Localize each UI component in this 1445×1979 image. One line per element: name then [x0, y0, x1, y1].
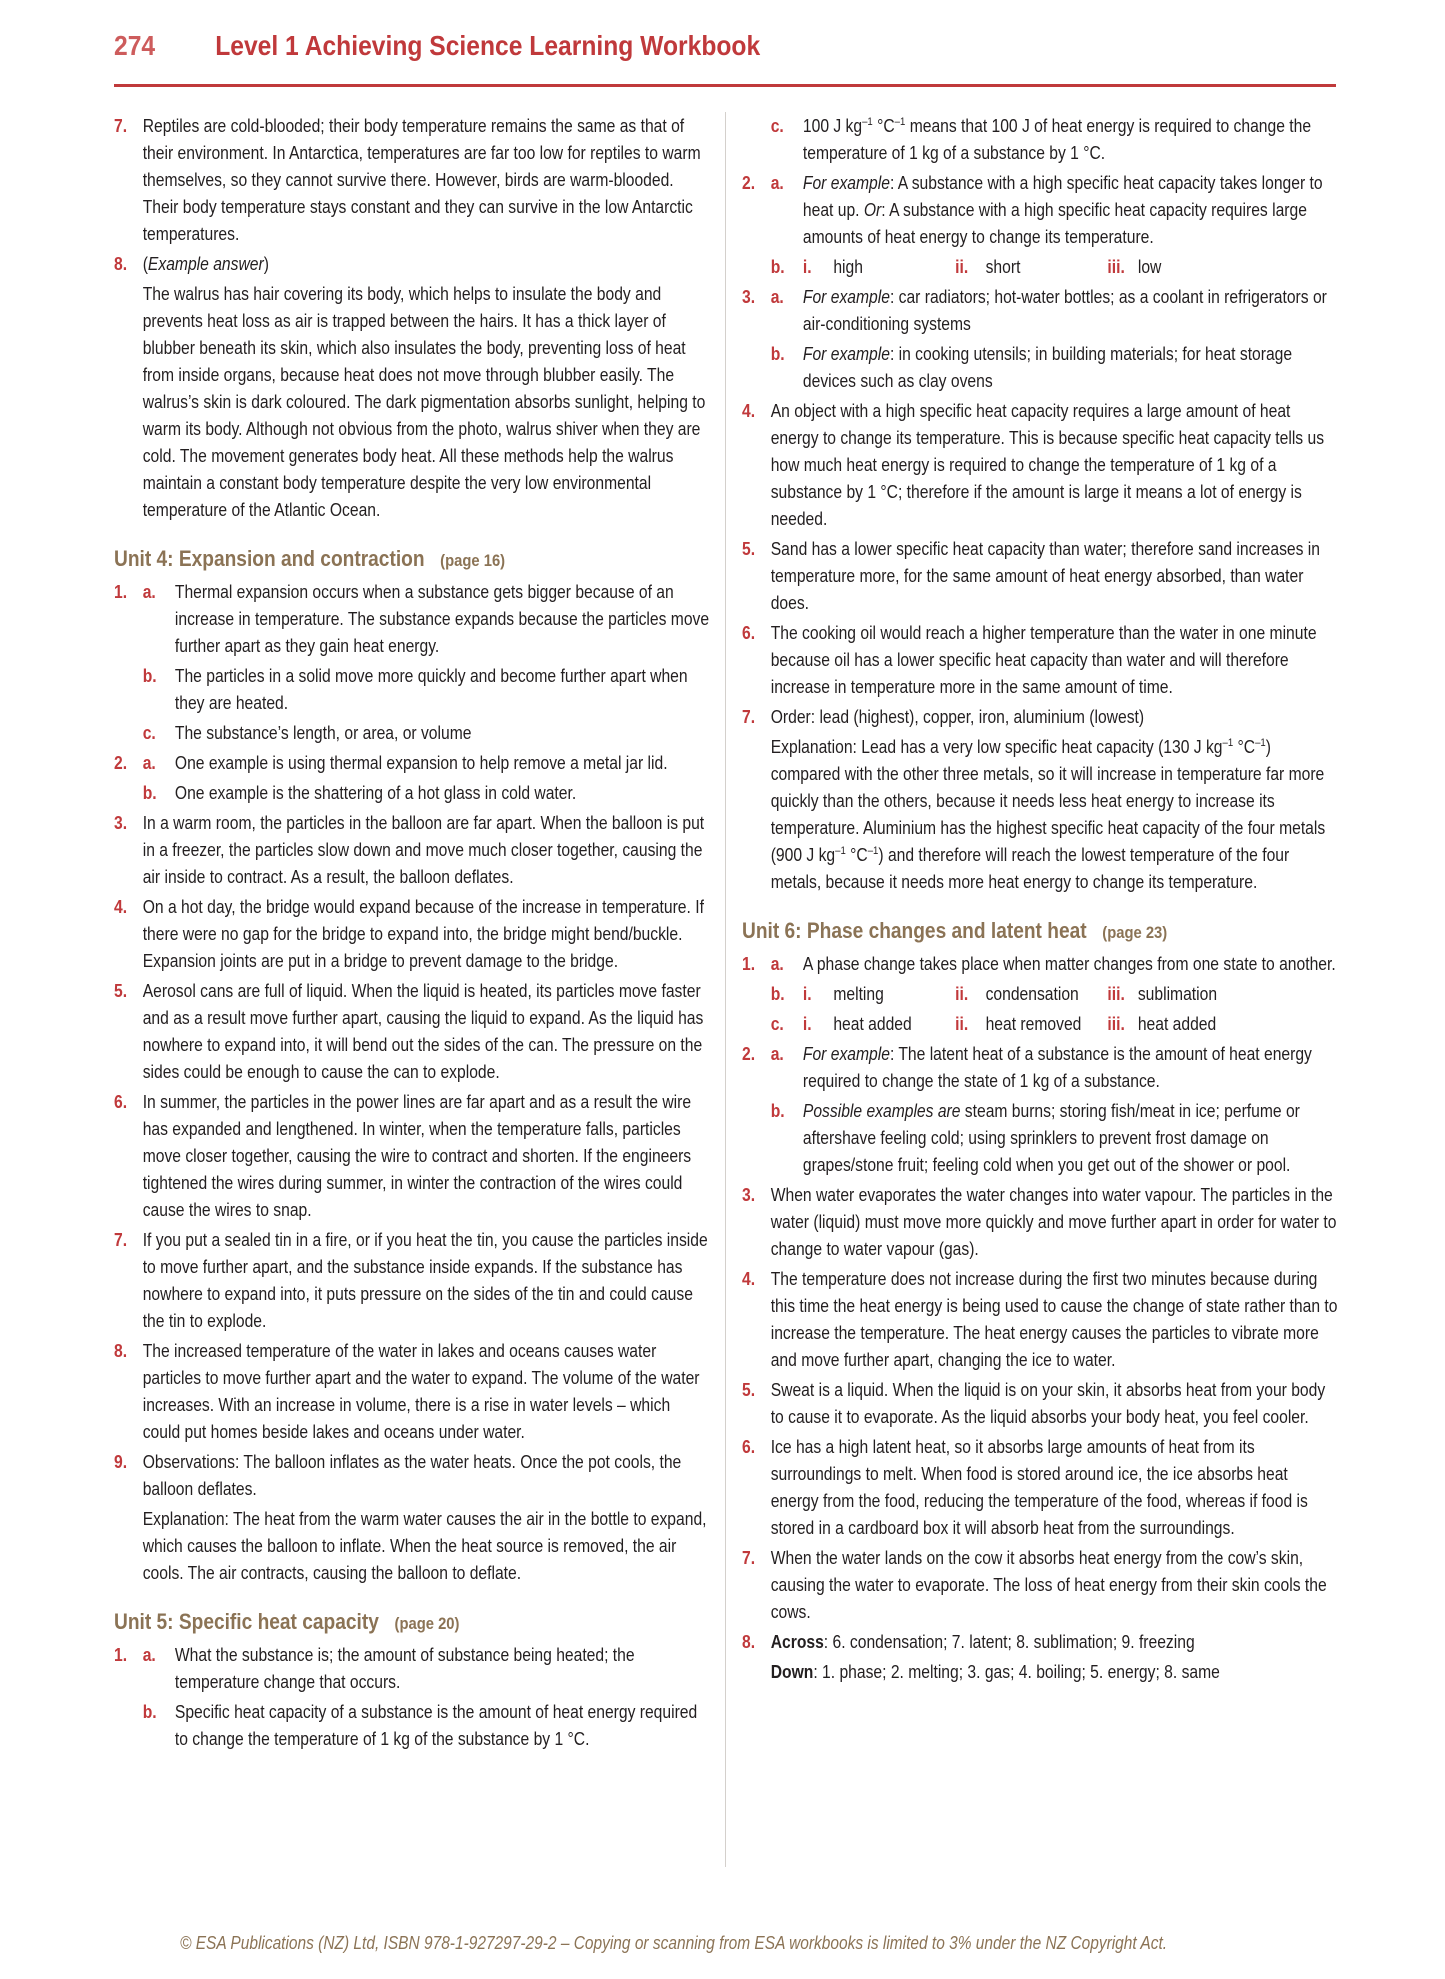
- bold-text: Across: [770, 1632, 824, 1652]
- superscript: –1: [867, 845, 879, 857]
- question-part: b.: [770, 344, 785, 364]
- question-number: [114, 663, 143, 717]
- answer-item: [742, 284, 1338, 338]
- question-number: 1.: [742, 954, 756, 974]
- answer-item: [742, 704, 1338, 731]
- answer-text: [175, 1642, 710, 1696]
- question-part: b.: [142, 1702, 157, 1722]
- option-value: low: [1137, 257, 1162, 277]
- question-number: [742, 113, 771, 167]
- text-run: Thermal expansion occurs when a substance gets bigger because of an increase in temperature. The substance expands because the particles move further apart as they gain heat energy.: [174, 582, 710, 656]
- answer-item: [114, 113, 710, 248]
- answer-continuation: [771, 1659, 1338, 1686]
- right-column: [742, 110, 1338, 1686]
- text-run: Ice has a high latent heat, so it absorbs large amounts of heat from its surroundings to melt. When food is stored around ice, the ice absorbs heat energy from the food, reducing the temperature of the food, whereas if food is stored in a cardboard box it will absorb heat from the surroundings.: [770, 1437, 1308, 1538]
- answer-option: [1107, 254, 1259, 281]
- answer-item: [114, 1642, 710, 1696]
- text-run: (: [142, 254, 148, 274]
- text-run: : in cooking utensils; in building materials; for heat storage devices such as clay ovens: [802, 344, 1293, 391]
- answer-item: [114, 251, 710, 278]
- answer-text: [771, 1629, 1338, 1656]
- answer-text: [771, 1545, 1338, 1626]
- question-part: a.: [142, 1645, 156, 1665]
- answer-text: [803, 284, 1338, 338]
- question-part: a.: [770, 954, 784, 974]
- answer-item: [114, 750, 710, 777]
- option-label: iii.: [1107, 1014, 1125, 1034]
- text-run: On a hot day, the bridge would expand because of the increase in temperature. If there were no gap for the bridge to expand into, the bridge might bend/buckle. Expansion joints are put in a bridge to prevent damage to the bridge.: [142, 897, 704, 971]
- answer-item: [114, 663, 710, 717]
- unit-page-ref: (page 23): [1102, 923, 1168, 942]
- answer-item: [742, 1098, 1338, 1179]
- text-run: Explanation: Lead has a very low specific heat capacity (130 J kg: [770, 737, 1223, 757]
- unit-title: Unit 6: Phase changes and latent heat: [742, 918, 1087, 943]
- answer-text: [771, 1266, 1338, 1374]
- question-number: 4.: [742, 401, 756, 421]
- book-title: Level 1 Achieving Science Learning Workbook: [215, 30, 761, 61]
- option-value: heat added: [833, 1014, 912, 1034]
- question-number: 8.: [114, 254, 128, 274]
- question-number: [742, 341, 771, 395]
- option-label: i.: [802, 257, 812, 277]
- answer-item: [742, 1434, 1338, 1542]
- text-run: Explanation: The heat from the warm water causes the air in the bottle to expand, which causes the balloon to inflate. When the heat source is removed, the air cools. The air contracts, causing the balloon to deflate.: [142, 1509, 707, 1583]
- option-value: condensation: [985, 984, 1079, 1004]
- text-run: Sand has a lower specific heat capacity than water; therefore sand increases in temperature more, for the same amount of heat energy absorbed, than water does.: [770, 539, 1320, 613]
- option-label: ii.: [955, 984, 969, 1004]
- text-run: The increased temperature of the water in lakes and oceans causes water particles to move further apart and the water to expand. The volume of the water increases. With an increase in volume, there is a rise in water levels – which could put homes beside lakes and oceans under water.: [142, 1341, 700, 1442]
- answer-item: [742, 1266, 1338, 1374]
- text-run: In a warm room, the particles in the balloon are far apart. When the balloon is put in a freezer, the particles slow down and move much closer together, causing the air inside to contract. As a result, the balloon deflates.: [142, 813, 705, 887]
- text-run: : The latent heat of a substance is the amount of heat energy required to change the state of 1 kg of a substance.: [802, 1044, 1312, 1091]
- text-run: A phase change takes place when matter changes from one state to another.: [802, 954, 1336, 974]
- question-part: c.: [770, 116, 784, 136]
- answer-option: [803, 981, 955, 1008]
- text-run: In summer, the particles in the power lines are far apart and as a result the wire has expanded and lengthened. In winter, when the temperature falls, particles move closer together, causing the wire to contract and shorten. If the engineers tightened the wires during summer, in winter the contraction of the wires could cause the wires to snap.: [142, 1092, 692, 1220]
- option-label: iii.: [1107, 257, 1125, 277]
- answer-item: [114, 579, 710, 660]
- option-label: ii.: [955, 257, 969, 277]
- option-value: heat added: [1137, 1014, 1217, 1034]
- answer-item: [742, 620, 1338, 701]
- question-number: 6.: [742, 623, 756, 643]
- italic-text: For example: [802, 1044, 890, 1064]
- answer-text: [143, 1449, 710, 1503]
- question-number: 2.: [742, 1044, 756, 1064]
- answer-item: [114, 978, 710, 1086]
- question-number: [742, 1098, 771, 1179]
- question-number: 9.: [114, 1452, 128, 1472]
- option-value: short: [985, 257, 1021, 277]
- answer-continuation: [143, 1506, 710, 1587]
- answer-text: [803, 981, 1338, 1008]
- question-number: 6.: [114, 1092, 128, 1112]
- question-part: c.: [770, 1014, 784, 1034]
- text-run: The substance’s length, or area, or volume: [174, 723, 472, 743]
- answer-text: [771, 1434, 1338, 1542]
- question-number: 7.: [114, 1230, 128, 1250]
- question-number: [742, 254, 771, 281]
- page-header: [114, 30, 760, 62]
- column-divider: [725, 112, 726, 1867]
- question-part: b.: [770, 1101, 785, 1121]
- text-run: One example is the shattering of a hot glass in cold water.: [174, 783, 577, 803]
- text-run: °C: [872, 116, 895, 136]
- answer-option: [1107, 981, 1259, 1008]
- unit-title: Unit 4: Expansion and contraction: [114, 546, 425, 571]
- answer-text: [143, 1089, 710, 1224]
- text-run: If you put a sealed tin in a fire, or if you heat the tin, you cause the particles inside to move further apart, and the substance inside expands. If the substance has nowhere to expand into, it puts pressure on the sides of the tin and could cause the tin to explode.: [142, 1230, 708, 1331]
- answer-text: [803, 341, 1338, 395]
- italic-text: For example: [802, 344, 890, 364]
- answer-item: [742, 1011, 1338, 1038]
- unit-heading: [114, 544, 710, 576]
- answer-item: [114, 780, 710, 807]
- question-part: a.: [770, 287, 784, 307]
- question-number: 5.: [742, 1380, 756, 1400]
- question-number: [114, 1699, 143, 1753]
- page-number: 274: [114, 30, 156, 61]
- answer-item: [742, 1629, 1338, 1656]
- answer-item: [742, 398, 1338, 533]
- answer-text: [803, 113, 1338, 167]
- question-number: [742, 981, 771, 1008]
- option-label: ii.: [955, 1014, 969, 1034]
- text-run: : 1. phase; 2. melting; 3. gas; 4. boiling; 5. energy; 8. same: [813, 1662, 1220, 1682]
- text-run: Specific heat capacity of a substance is the amount of heat energy required to change the temperature of 1 kg of the substance by 1 °C.: [174, 1702, 698, 1749]
- unit-title: Unit 5: Specific heat capacity: [114, 1609, 379, 1634]
- answer-text: [143, 251, 710, 278]
- answer-text: [803, 1041, 1338, 1095]
- answer-item: [742, 536, 1338, 617]
- question-number: 7.: [742, 1548, 756, 1568]
- answer-option: [1107, 1011, 1259, 1038]
- unit-page-ref: (page 16): [440, 551, 506, 570]
- option-value: heat removed: [985, 1014, 1082, 1034]
- header-rule: [114, 84, 1336, 87]
- question-part: a.: [142, 753, 156, 773]
- answer-item: [114, 894, 710, 975]
- answer-options: [803, 254, 1338, 281]
- question-number: 2.: [114, 753, 128, 773]
- copyright-footer: © ESA Publications (NZ) Ltd, ISBN 978-1-927297-29-2 – Copying or scanning from ESA workbooks is limited to 3% under the NZ Copyright Act.: [180, 1933, 1168, 1953]
- answer-item: [742, 1041, 1338, 1095]
- answer-options: [803, 1011, 1338, 1038]
- answer-options: [803, 981, 1338, 1008]
- text-run: : A substance with a high specific heat capacity takes longer to heat up.: [802, 173, 1323, 220]
- question-number: 3.: [742, 1185, 756, 1205]
- answer-item: [742, 1377, 1338, 1431]
- answer-text: [175, 720, 710, 747]
- superscript: –1: [894, 116, 906, 128]
- question-number: 7.: [742, 707, 756, 727]
- italic-text: Example answer: [147, 254, 264, 274]
- question-part: b.: [142, 666, 157, 686]
- question-number: 5.: [114, 981, 128, 1001]
- question-number: 7.: [114, 116, 128, 136]
- question-number: 1.: [114, 1645, 128, 1665]
- question-number: [114, 780, 143, 807]
- option-label: i.: [802, 1014, 812, 1034]
- answer-item: [114, 810, 710, 891]
- superscript: –1: [862, 116, 873, 128]
- question-part: a.: [142, 582, 156, 602]
- question-number: 8.: [742, 1632, 756, 1652]
- question-part: a.: [770, 1044, 784, 1064]
- answer-text: [175, 780, 710, 807]
- italic-text: For example: [802, 287, 890, 307]
- answer-text: [771, 398, 1338, 533]
- option-label: i.: [802, 984, 812, 1004]
- bold-text: Down: [770, 1662, 814, 1682]
- answer-item: [114, 1089, 710, 1224]
- option-label: iii.: [1107, 984, 1125, 1004]
- text-run: An object with a high specific heat capacity requires a large amount of heat energy to change its temperature. This is because specific heat capacity tells us how much heat energy is required to change the temperature of 1 kg of a substance by 1 °C; therefore if the amount is large it means a lot of energy is needed.: [770, 401, 1325, 529]
- answer-continuation: [771, 734, 1338, 896]
- answer-text: [771, 620, 1338, 701]
- answer-text: [803, 1098, 1338, 1179]
- text-run: The particles in a solid move more quickly and become further apart when they are heated.: [174, 666, 688, 713]
- answer-item: [742, 1182, 1338, 1263]
- answer-option: [955, 1011, 1107, 1038]
- answer-text: [175, 579, 710, 660]
- text-run: °C: [845, 845, 868, 865]
- text-run: Order: lead (highest), copper, iron, aluminium (lowest): [770, 707, 1145, 727]
- answer-item: [742, 981, 1338, 1008]
- text-run: °C: [1233, 737, 1256, 757]
- answer-text: [143, 810, 710, 891]
- left-column: [114, 110, 710, 1753]
- question-part: b.: [770, 257, 785, 277]
- text-run: steam burns; storing fish/meat in ice; perfume or aftershave feeling cold; using sprinklers to prevent frost damage on grapes/stone fruit; feeling cold when you get out of the shower or pool.: [802, 1101, 1300, 1175]
- text-run: One example is using thermal expansion to help remove a metal jar lid.: [174, 753, 668, 773]
- answer-text: [143, 978, 710, 1086]
- answer-text: [771, 536, 1338, 617]
- text-run: 100 J kg: [802, 116, 863, 136]
- answer-item: [742, 1545, 1338, 1626]
- text-run: The walrus has hair covering its body, which helps to insulate the body and prevents heat loss as air is trapped between the hairs. It has a thick layer of blubber beneath its skin, which also insulates the body, preventing loss of heat from inside organs, because heat does not move through blubber easily. The walrus’s skin is dark coloured. The dark pigmentation absorbs sunlight, helping to warm its body. Although not obvious from the photo, walrus shiver when they are cold. The movement generates body heat. All these methods help the walrus maintain a constant body temperature despite the very low environmental temperature of the Atlantic Ocean.: [142, 284, 706, 520]
- option-value: high: [833, 257, 863, 277]
- italic-text: Possible examples are: [802, 1101, 961, 1121]
- question-number: 4.: [742, 1269, 756, 1289]
- answer-option: [955, 981, 1107, 1008]
- text-run: Sweat is a liquid. When the liquid is on your skin, it absorbs heat from your body to cause it to evaporate. As the liquid absorbs your body heat, you feel cooler.: [770, 1380, 1326, 1427]
- text-run: The cooking oil would reach a higher temperature than the water in one minute because oil has a lower specific heat capacity than water and will therefore increase in temperature more in the same amount of time.: [770, 623, 1317, 697]
- text-run: The temperature does not increase during the first two minutes because during this time the heat energy is being used to cause the change of state rather than to increase the temperature. The heat energy causes the particles to vibrate more and move further apart, changing the ice to water.: [770, 1269, 1338, 1370]
- answer-text: [803, 254, 1338, 281]
- answer-item: [114, 720, 710, 747]
- text-run: What the substance is; the amount of substance being heated; the temperature change that occurs.: [174, 1645, 635, 1692]
- text-run: ) compared with the other three metals, so it will increase in temperature far more quickly than the others, because it needs less heat energy to increase its temperature. Aluminium has the highest specific heat capacity of the four metals (900 J kg: [770, 737, 1326, 865]
- question-number: [114, 720, 143, 747]
- text-run: ): [263, 254, 269, 274]
- answer-option: [803, 1011, 955, 1038]
- question-part: b.: [142, 783, 157, 803]
- text-run: Reptiles are cold-blooded; their body temperature remains the same as that of their environment. In Antarctica, temperatures are far too low for reptiles to warm themselves, so they cannot survive there. However, birds are warm-blooded. Their body temperature stays constant and they can survive in the low Antarctic temperatures.: [142, 116, 701, 244]
- answer-option: [955, 254, 1107, 281]
- superscript: –1: [835, 845, 846, 857]
- answer-item: [742, 341, 1338, 395]
- question-part: b.: [770, 984, 785, 1004]
- question-number: 4.: [114, 897, 128, 917]
- italic-text: Or: [863, 200, 882, 220]
- answer-continuation: [143, 281, 710, 524]
- unit-page-ref: (page 20): [394, 1614, 460, 1633]
- answer-text: [803, 170, 1338, 251]
- answer-text: [803, 951, 1338, 978]
- answer-text: [175, 750, 710, 777]
- superscript: –1: [1255, 737, 1266, 749]
- italic-text: For example: [802, 173, 890, 193]
- question-number: 3.: [742, 287, 756, 307]
- option-value: melting: [833, 984, 884, 1004]
- answer-text: [143, 1338, 710, 1446]
- answer-text: [175, 1699, 710, 1753]
- answer-item: [114, 1227, 710, 1335]
- answer-item: [114, 1449, 710, 1503]
- question-number: 3.: [114, 813, 128, 833]
- question-number: [742, 1011, 771, 1038]
- answer-text: [771, 1377, 1338, 1431]
- question-number: 5.: [742, 539, 756, 559]
- unit-heading: [742, 916, 1338, 948]
- question-number: 8.: [114, 1341, 128, 1361]
- text-run: When the water lands on the cow it absorbs heat energy from the cow’s skin, causing the water to evaporate. The loss of heat energy from their skin cools the cows.: [770, 1548, 1327, 1622]
- question-number: 6.: [742, 1437, 756, 1457]
- text-run: Observations: The balloon inflates as the water heats. Once the pot cools, the balloon deflates.: [142, 1452, 682, 1499]
- superscript: –1: [1222, 737, 1234, 749]
- unit-heading: [114, 1607, 710, 1639]
- question-part: c.: [142, 723, 156, 743]
- answer-text: [771, 704, 1338, 731]
- option-value: sublimation: [1137, 984, 1218, 1004]
- answer-item: [742, 170, 1338, 251]
- answer-item: [114, 1699, 710, 1753]
- answer-text: [143, 1227, 710, 1335]
- answer-text: [143, 894, 710, 975]
- answer-item: [742, 951, 1338, 978]
- answer-item: [742, 113, 1338, 167]
- answer-text: [803, 1011, 1338, 1038]
- answer-text: [175, 663, 710, 717]
- question-part: a.: [770, 173, 784, 193]
- question-number: 2.: [742, 173, 756, 193]
- text-run: When water evaporates the water changes into water vapour. The particles in the water (liquid) must move more quickly and move further apart in order for water to change to water vapour (gas).: [770, 1185, 1337, 1259]
- text-run: : car radiators; hot-water bottles; as a coolant in refrigerators or air-conditioning systems: [802, 287, 1327, 334]
- question-number: 1.: [114, 582, 128, 602]
- text-run: : A substance with a high specific heat capacity requires large amounts of heat energy to change its temperature.: [802, 200, 1307, 247]
- answer-item: [114, 1338, 710, 1446]
- text-run: ) and therefore will reach the lowest temperature of the four metals, because it needs more heat energy to change its temperature.: [770, 845, 1290, 892]
- answer-text: [143, 113, 710, 248]
- text-run: Aerosol cans are full of liquid. When the liquid is heated, its particles move faster and as a result move further apart, causing the liquid to expand. As the liquid has nowhere to expand into, it will bend out the sides of the can. The pressure on the sides could be enough to cause the can to explode.: [142, 981, 704, 1082]
- answer-option: [803, 254, 955, 281]
- answer-text: [771, 1182, 1338, 1263]
- answer-item: [742, 254, 1338, 281]
- text-run: : 6. condensation; 7. latent; 8. sublimation; 9. freezing: [823, 1632, 1195, 1652]
- text-run: means that 100 J of heat energy is required to change the temperature of 1 kg of a substance by 1 °C.: [802, 116, 1312, 163]
